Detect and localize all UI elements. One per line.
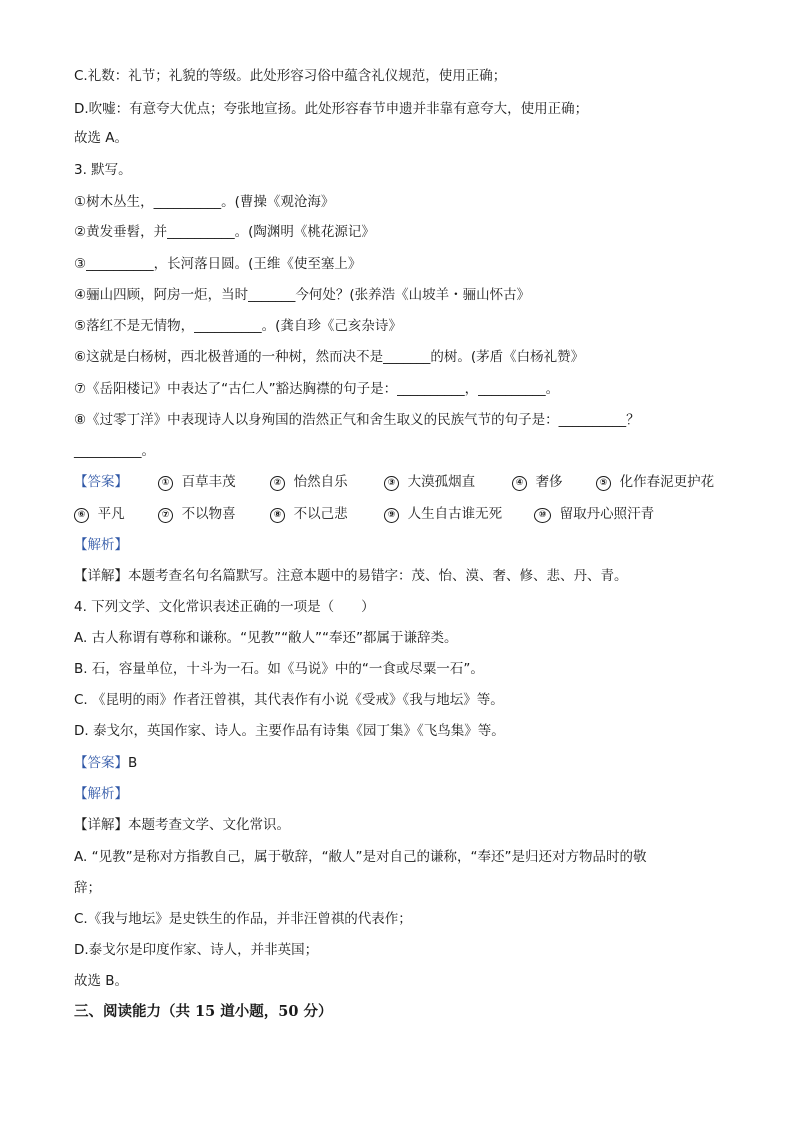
answer-item: ③ 大漠孤烟直 [384,472,475,492]
dictation-item-7: ⑦《岳阳楼记》中表达了“古仁人”豁达胸襟的句子是：__________，__________。 [74,381,560,397]
explanation-option-d: D.泰戈尔是印度作家、诗人，并非英国； [74,942,319,958]
section-heading: 三、阅读能力（共 15 道小题，50 分） [74,1003,333,1020]
answer-item: ⑧ 不以己悲 [270,504,348,524]
answer-item: ⑥ 平凡 [74,504,125,524]
answer-item: ① 百草丰茂 [158,472,236,492]
answer-conclusion: 故选 A。 [74,130,129,146]
option-c-explanation: C.礼数：礼节；礼貌的等级。此处形容习俗中蕴含礼仪规范，使用正确； [74,68,507,84]
question-4-option-d: D. 泰戈尔，英国作家、诗人。主要作品有诗集《园丁集》《飞鸟集》等。 [74,723,505,739]
answer-item: ⑤ 化作春泥更护花 [596,472,714,492]
answer-item: ④ 奢侈 [512,472,563,492]
answer-item: ⑦ 不以物喜 [158,504,236,524]
answer-row-2 [74,504,734,524]
question-4-title: 4. 下列文学、文化常识表述正确的一项是（ ） [74,599,375,615]
analysis-label: 【解析】 [74,537,128,553]
dictation-item-8-cont: __________。 [74,443,155,459]
analysis-label: 【解析】 [74,786,128,802]
question-4-option-b: B. 石，容量单位，十斗为一石。如《马说》中的“一食或尽粟一石”。 [74,661,484,677]
answer-item: ⑨ 人生自古谁无死 [384,504,502,524]
dictation-item-6: ⑥这就是白杨树，西北极普通的一种树，然而决不是_______的树。(茅盾《白杨礼赞》 [74,349,585,365]
dictation-item-4: ④骊山四顾，阿房一炬，当时_______今何处？(张养浩《山坡羊・骊山怀古》 [74,287,531,303]
dictation-item-3: ③__________，长河落日圆。(王维《使至塞上》 [74,256,362,272]
explanation-option-c: C.《我与地坛》是史铁生的作品，并非汪曾祺的代表作； [74,911,412,927]
explanation-option-a-cont: 辞； [74,880,101,896]
dictation-item-1: ①树木丛生，__________。(曹操《观沧海》 [74,194,335,210]
answer-item: ⑩ 留取丹心照汗青 [534,504,654,524]
answer-conclusion-4: 故选 B。 [74,973,129,989]
answer-value: B [128,755,138,771]
answer-label: 【答案】 [74,474,128,490]
question-4-option-a: A. 古人称谓有尊称和谦称。“见教”“敝人”“奉还”都属于谦辞类。 [74,630,458,646]
detail-explanation-3: 【详解】本题考查名句名篇默写。注意本题中的易错字：茂、怡、漠、奢、修、悲、丹、青。 [74,568,628,584]
answer-label: 【答案】 [74,755,128,771]
answer-row-1 [74,472,734,492]
question-3-title: 3. 默写。 [74,162,132,178]
option-d-explanation: D.吹嘘：有意夸大优点；夸张地宣扬。此处形容春节申遗并非靠有意夸大，使用正确； [74,101,589,117]
detail-explanation-4: 【详解】本题考查文学、文化常识。 [74,817,290,833]
dictation-item-8: ⑧《过零丁洋》中表现诗人以身殉国的浩然正气和舍生取义的民族气节的句子是：__________？ [74,412,640,428]
answer-4-line [74,753,137,773]
answer-item: ② 怡然自乐 [270,472,348,492]
dictation-item-2: ②黄发垂髫，并__________。(陶渊明《桃花源记》 [74,224,375,240]
question-4-option-c: C. 《昆明的雨》作者汪曾祺，其代表作有小说《受戒》《我与地坛》等。 [74,692,504,708]
explanation-option-a: A. “见教”是称对方指教自己，属于敬辞，“敝人”是对自己的谦称，“奉还”是归还对方物品时的敬 [74,849,647,865]
dictation-item-5: ⑤落红不是无情物，__________。(龚自珍《己亥杂诗》 [74,318,402,334]
